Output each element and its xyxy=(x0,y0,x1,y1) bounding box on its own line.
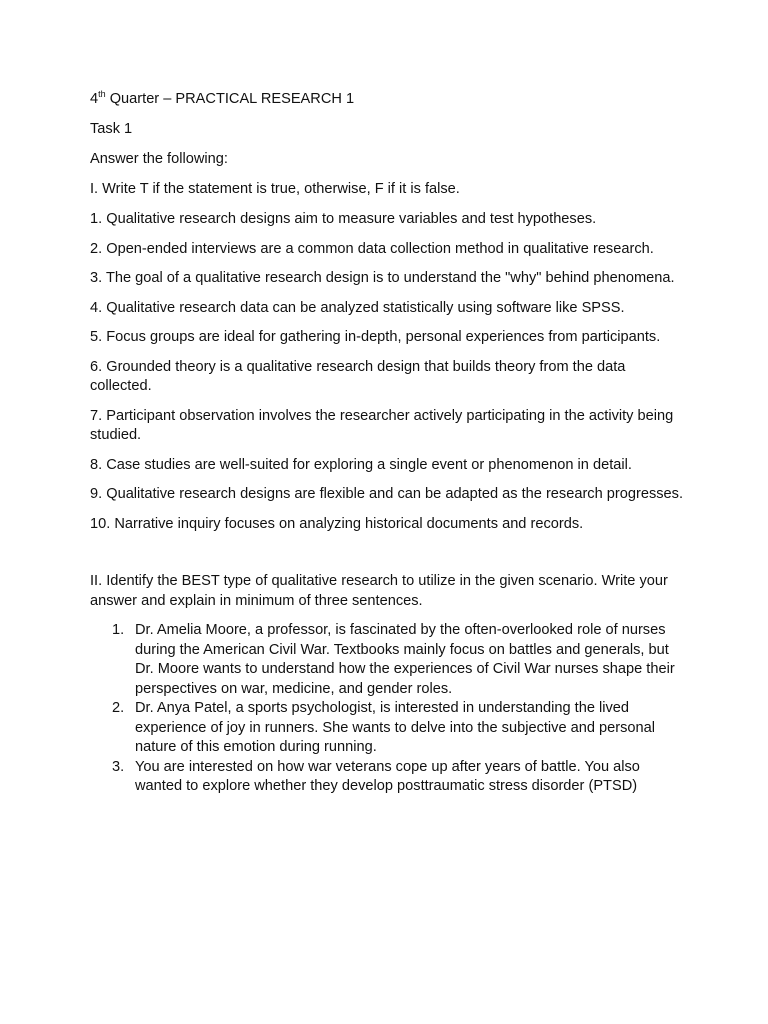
scenario-text: Dr. Amelia Moore, a professor, is fascinated by the often-overlooked role of nurses during the American Civil War. Textbooks mainly focus on battles and generals, but Dr. Moore wants to understand how the experiences of Civil War nurses shape their perspectives on war, medicine, and gender roles. xyxy=(135,622,675,697)
quarter-ordinal: th xyxy=(98,89,106,100)
tf-item-3: 3. The goal of a qualitative research design is to understand the "why" behind phenomena. xyxy=(90,270,675,286)
quarter-number: 4 xyxy=(90,91,99,107)
part2-directions: II. Identify the BEST type of qualitative research to utilize in the given scenario. Write your answer and explain in minimum of three sentences. xyxy=(90,573,668,609)
scenario-text: You are interested on how war veterans cope up after years of battle. You also wanted to explore whether they develop posttraumatic stress disorder (PTSD) xyxy=(135,758,640,794)
tf-item-6: 6. Grounded theory is a qualitative research design that builds theory from the data collected. xyxy=(90,358,626,394)
true-false-list xyxy=(90,210,688,534)
tf-item-4: 4. Qualitative research data can be analyzed statistically using software like SPSS. xyxy=(90,299,625,316)
tf-item-2: 2. Open-ended interviews are a common data collection method in qualitative research. xyxy=(90,240,654,257)
scenario-item-1 xyxy=(90,621,688,699)
tf-item-8: 8. Case studies are well-suited for exploring a single event or phenomenon in detail. xyxy=(90,456,632,473)
quarter-subject: Quarter – PRACTICAL RESEARCH 1 xyxy=(105,91,355,107)
scenario-number: 3. xyxy=(112,758,125,775)
instruction-text: Answer the following: xyxy=(90,151,228,167)
tf-item-5: 5. Focus groups are ideal for gathering in-depth, personal experiences from participants. xyxy=(90,329,661,345)
task-label: Task 1 xyxy=(90,121,133,137)
tf-item-10: 10. Narrative inquiry focuses on analyzing historical documents and records. xyxy=(90,515,584,532)
document-title xyxy=(90,90,688,110)
scenario-item-3 xyxy=(90,758,688,797)
part2-section xyxy=(90,572,688,797)
scenario-text: Dr. Anya Patel, a sports psychologist, is interested in understanding the lived experience of joy in runners. She wants to delve into the subjective and personal nature of this emotion during running. xyxy=(135,700,656,755)
tf-item-9: 9. Qualitative research designs are flexible and can be adapted as the research progresses. xyxy=(90,486,684,502)
tf-item-7: 7. Participant observation involves the researcher actively participating in the activity being studied. xyxy=(90,407,674,443)
scenario-number: 1. xyxy=(112,622,125,638)
scenario-item-2 xyxy=(90,699,688,758)
tf-item-1: 1. Qualitative research designs aim to measure variables and test hypotheses. xyxy=(90,211,597,227)
scenario-number: 2. xyxy=(112,700,125,716)
part1-directions: I. Write T if the statement is true, otherwise, F if it is false. xyxy=(90,181,460,197)
scenario-list xyxy=(90,621,688,797)
